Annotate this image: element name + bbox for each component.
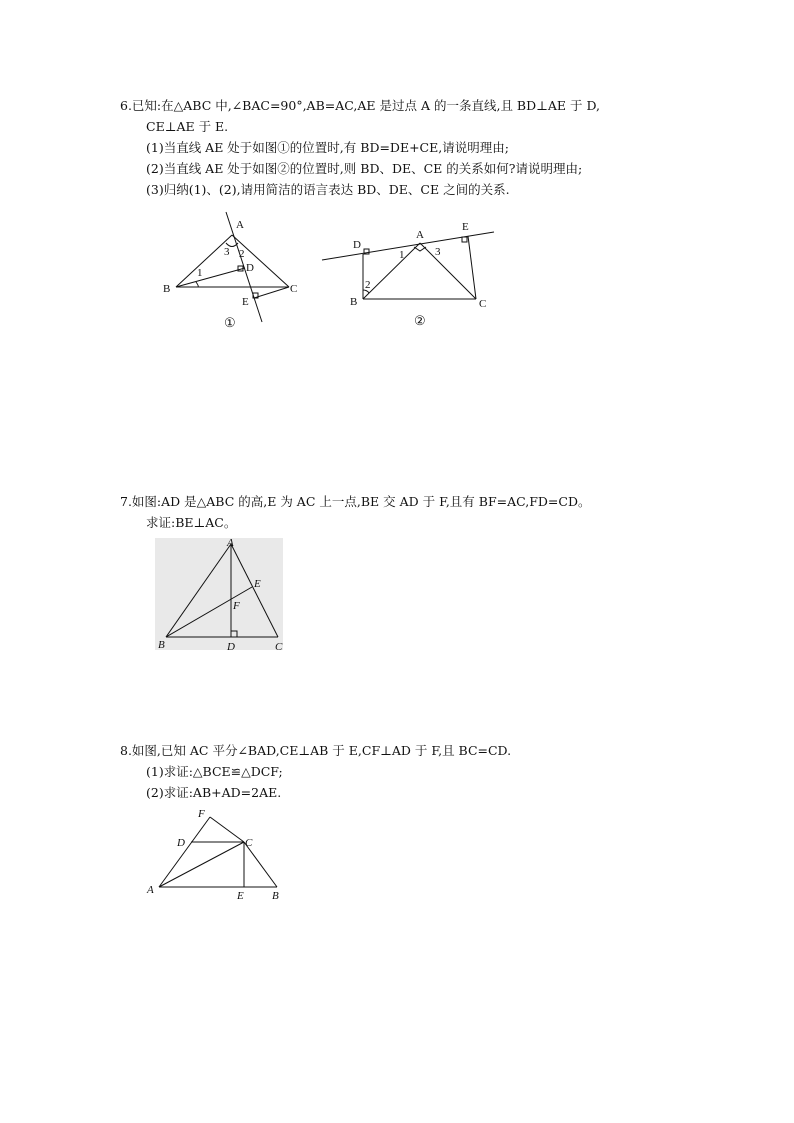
q8-label-b: B	[272, 890, 279, 902]
q8-part1: (1)求证:△BCE≌△DCF;	[146, 764, 283, 779]
fig1-label-angle1: 1	[197, 267, 203, 279]
q8-label-d: D	[177, 837, 185, 849]
fig2-caption: ②	[414, 313, 426, 328]
q8-label-f: F	[198, 808, 205, 820]
q7-label-f: F	[233, 600, 240, 612]
q8-label-c: C	[245, 837, 253, 849]
q7-prove: 求证:BE⊥AC。	[146, 515, 237, 530]
q8-segment-ac	[159, 842, 244, 887]
q6-part2: (2)当直线 AE 处于如图②的位置时,则 BD、DE、CE 的关系如何?请说明理由;	[146, 161, 583, 176]
q7-label-d: D	[227, 641, 235, 653]
fig2-label-b: B	[350, 296, 358, 308]
q6-part1: (1)当直线 AE 处于如图①的位置时,有 BD=DE+CE,请说明理由;	[146, 140, 509, 155]
q8-part2: (2)求证:AB+AD=2AE.	[146, 785, 282, 800]
q7-label-b: B	[158, 639, 165, 651]
fig2-label-a: A	[416, 229, 424, 241]
fig1-label-b: B	[163, 283, 171, 295]
fig1-label-angle2: 2	[239, 248, 245, 260]
fig1-label-angle3: 3	[224, 246, 230, 258]
q7-label-e: E	[254, 578, 261, 590]
q7-stem: 7.如图:AD 是△ABC 的高,E 为 AC 上一点,BE 交 AD 于 F,且有 BF=AC,FD=CD。	[120, 494, 591, 509]
q8-segment-af	[159, 817, 210, 887]
q6-part3: (3)归纳(1)、(2),请用简洁的语言表达 BD、DE、CE 之间的关系.	[146, 182, 510, 197]
fig2-label-angle1: 1	[399, 249, 405, 261]
fig2-label-c: C	[479, 298, 487, 310]
fig2-label-angle3: 3	[435, 246, 441, 258]
fig1-label-c: C	[290, 283, 298, 295]
q6-stem-line2: CE⊥AE 于 E.	[146, 119, 229, 134]
q8-segment-fc	[210, 817, 244, 842]
fig2-label-e: E	[462, 221, 469, 233]
fig2-label-angle2: 2	[365, 279, 371, 291]
q7-label-a: A	[227, 537, 234, 549]
q8-label-e: E	[237, 890, 244, 902]
fig1-label-a: A	[236, 219, 244, 231]
fig1-label-d: D	[246, 262, 254, 274]
fig2-label-d: D	[353, 239, 361, 251]
q6-stem-line1: 6.已知:在△ABC 中,∠BAC=90°,AB=AC,AE 是过点 A 的一条直线,且 BD⊥AE 于 D,	[120, 98, 601, 113]
q7-label-c: C	[275, 641, 283, 653]
q8-label-a: A	[147, 884, 154, 896]
fig1-label-e: E	[242, 296, 249, 308]
q8-stem: 8.如图,已知 AC 平分∠BAD,CE⊥AB 于 E,CF⊥AD 于 F,且 BC=CD.	[120, 743, 512, 758]
fig1-caption: ①	[224, 315, 236, 330]
